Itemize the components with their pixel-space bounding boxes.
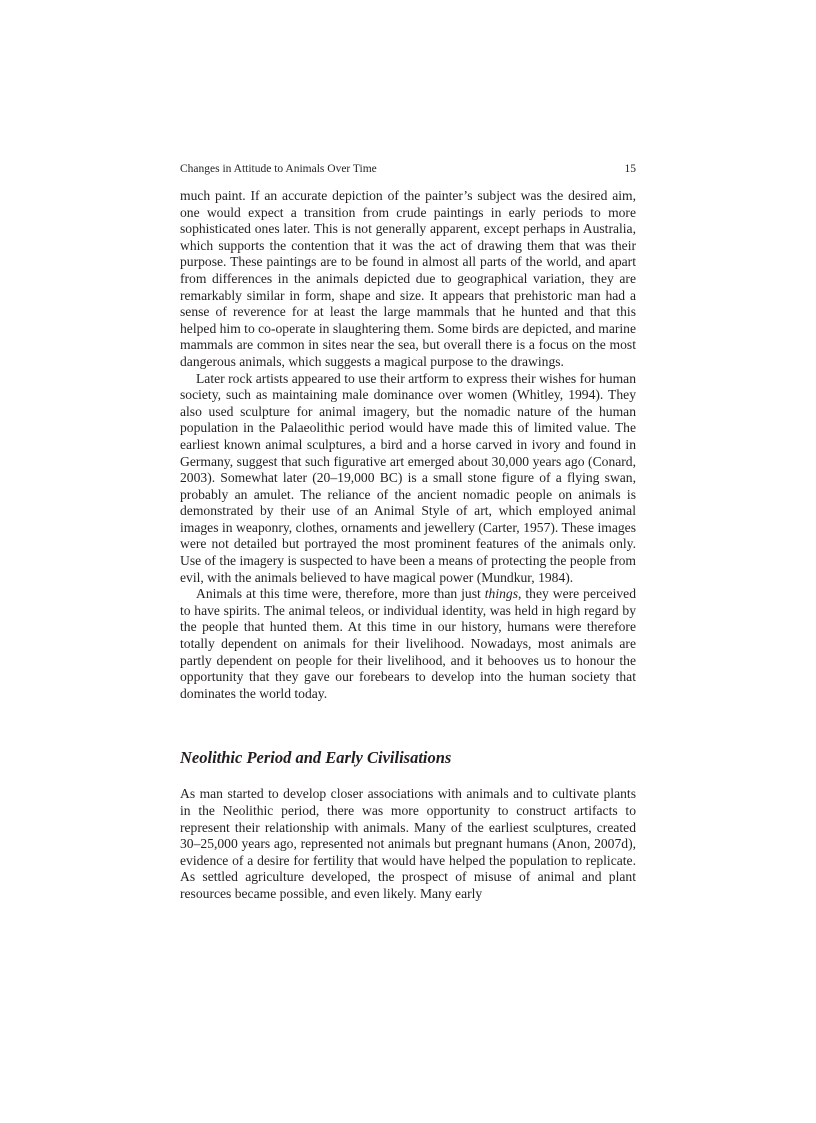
book-page xyxy=(180,162,636,903)
section-paragraph: As man started to develop closer associations with animals and to cultivate plants in the Neolithic period, there was more opportunity to construct artifacts to represent their relationship with animals. Many of the earliest sculptures, created 30–25,000 years ago, represented not animals but pregnant humans (Anon, 2007d), evidence of a desire for fertility that would have helped the population to replicate. As settled agriculture developed, the prospect of misuse of animal and plant resources became possible, and even likely. Many early xyxy=(180,786,636,901)
paragraph-2: Later rock artists appeared to use their artform to express their wishes for human society, such as maintaining male dominance over women (Whitley, 1994). They also used sculpture for animal imagery, but the nomadic nature of the human population in the Palaeolithic period would have made this of limited value. The earliest known animal sculptures, a bird and a horse carved in ivory and found in Germany, suggest that such figurative art emerged about 30,000 years ago (Conard, 2003). Somewhat later (20–19,000 BC) is a small stone figure of a flying swan, probably an amulet. The reliance of the ancient nomadic people on animals is demonstrated by their use of an Animal Style of art, which employed animal images in weaponry, clothes, ornaments and jewellery (Carter, 1957). These images were not detailed but portrayed the most prominent features of the animals only. Use of the imagery is suspected to have been a means of protecting the people from evil, with the animals believed to have magical power (Mundkur, 1984). xyxy=(180,370,636,585)
page-number: 15 xyxy=(624,163,636,175)
paragraph-1: much paint. If an accurate depiction of the painter’s subject was the desired aim, one would expect a transition from crude paintings in early periods to more sophisticated ones later. This is not generally apparent, except perhaps in Australia, which supports the contention that it was the act of drawing them that was their purpose. These paintings are to be found in almost all parts of the world, and apart from differences in the animals depicted due to geographical variation, they are remarkably similar in form, shape and size. It appears that prehistoric man had a sense of reverence for at least the large mammals that he hunted and that this helped him to co-operate in slaughtering them. Some birds are depicted, and marine mammals are common in sites near the sea, but overall there is a focus on the most dangerous animals, which suggests a magical purpose to the drawings. xyxy=(180,188,637,369)
paragraph-3-start: Animals at this time were, therefore, more than just xyxy=(196,586,485,602)
paragraph-3-end: , they were perceived to have spirits. The animal teleos, or individual identity, was held in high regard by the people that hunted them. At this time in our history, humans were therefore totally dependent on animals for their livelihood. Nowadays, most animals are partly dependent on people for their livelihood, and it behooves us to honour the opportunity that they gave our forebears to develop into the human society that dominates the world today. xyxy=(180,586,636,701)
paragraph-3 xyxy=(180,586,636,702)
running-head xyxy=(180,162,636,176)
paragraph-3-emphasis: things xyxy=(484,586,518,602)
section-heading: Neolithic Period and Early Civilisations xyxy=(180,748,452,768)
body-text xyxy=(180,188,636,903)
running-head-title: Changes in Attitude to Animals Over Time xyxy=(180,163,377,175)
